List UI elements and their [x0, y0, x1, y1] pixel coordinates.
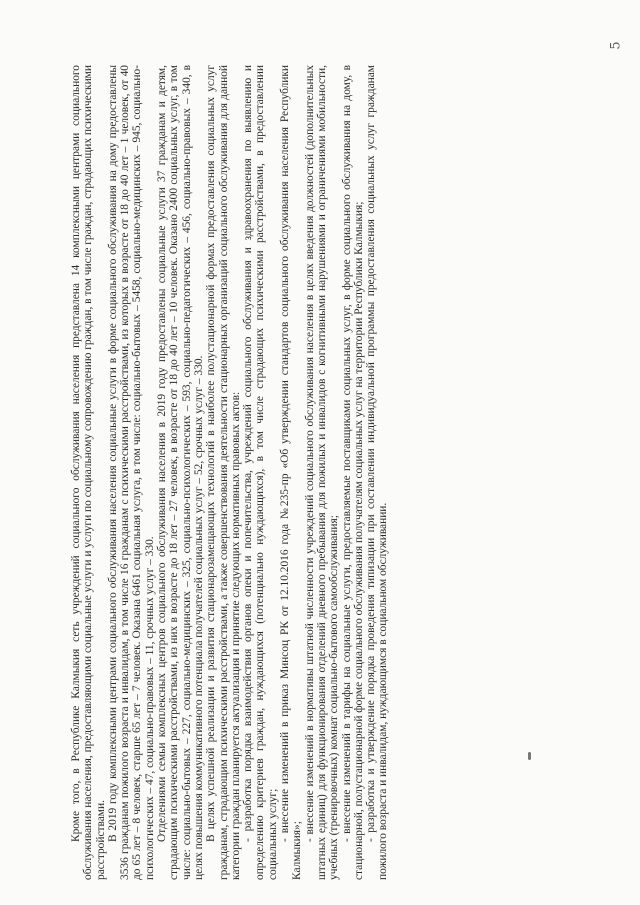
paragraph-9: - разработка и утверждение порядка проведения типизации при составлении индивидуальной программы предоставления социальных услуг гражданам пожилого возраста и инвалидам, нуждающимся в социальном обслуживании.: [365, 65, 390, 880]
paragraph-2: В 2019 году комплексными центрами социального обслуживания населения социальные услуги в форме социального обслуживания на дому предоставлены 3536 гражданам пожилого возраста и инвалидам, в том числе 16 гражданам с психическими расстройствами, из которых в возрасте от 18 до 40 лет – 1 человек, от 40 до 65 лет – 8 человек, старше 65 лет – 7 человек. Оказана 6461 социальная услуга, в том числе: социально-бытовых – 5458, социально-медицинских – 945, социально-психологических – 47, социально-правовых – 11, срочных услуг – 330.: [106, 65, 156, 880]
paragraph-6: - внесение изменений в приказ Минсоц РК от 12.10.2016 года №235-пр «Об утверждении стандартов социального обслуживания населения Республики Калмыкия»;: [279, 65, 304, 880]
page-number: 5: [608, 41, 624, 50]
paragraph-7: - внесение изменений в нормативы штатной численности учреждений социального обслуживания населения в целях введения должностей (дополнительных штатных единиц) для функционирования отделений дневного пребывания для пожилых и инвалидов с когнитивными нарушениями и ограничениями мобильности, учебных (тренировочных) комнат социально-бытового самообслуживания;: [303, 65, 341, 880]
document-body: [70, 65, 590, 880]
paragraph-3: Отделениями семьи комплексных центров социального обслуживания населения в 2019 году предоставлены социальные услуги 37 гражданам и детям, страдающим психическими расстройствами, из них в возрасте до 18 лет – 27 человек, в возрасте от 18 до 40 лет – 10 человек. Оказано 2400 социальных услуг, в том числе: социально-бытовых – 227, социально-медицинских – 325, социально-психологических – 593, социально-педагогических – 456, социально-правовых – 340, в целях повышения коммуникативного потенциала получателей социальных услуг – 52, срочных услуг – 330.: [156, 65, 205, 880]
paragraph-5: - разработка порядка взаимодействия органов опеки и попечительства, учреждений социального обслуживания и здравоохранения по выявлению и определению критериев граждан, нуждающихся (потенциально нуждающихся), в том числе страдающих психическими расстройствами, в предоставлении социальных услуг;: [242, 65, 279, 880]
paragraph-4: В целях успешной реализации и развития стационарозамещающих технологий в наиболее полустационарной формах предоставления социальных услуг гражданам, страдающим психическими расстройствами, а также совершенствования деятельности стационарных организаций социального обслуживания для данной категории граждан планируется актуализация и принятие следующих нормативных правовых актов:: [205, 65, 242, 880]
paragraph-8: - внесение изменений в тарифы на социальные услуги, предоставляемые поставщиками социальных услуг, в форме социального обслуживания на дому, в стационарной, полустационарной форме социального обслуживания получателям социальных услуг на территории Республики Калмыкия;: [340, 65, 365, 880]
paragraph-1: Кроме того, в Республике Калмыкия сеть учреждений социального обслуживания населения представлена 14 комплексными центрами социального обслуживания населения, предоставляющими социальные услуги и услуги по социальному сопровождению граждан, в том числе граждан, страдающих психическими расстройствами.: [70, 65, 107, 880]
